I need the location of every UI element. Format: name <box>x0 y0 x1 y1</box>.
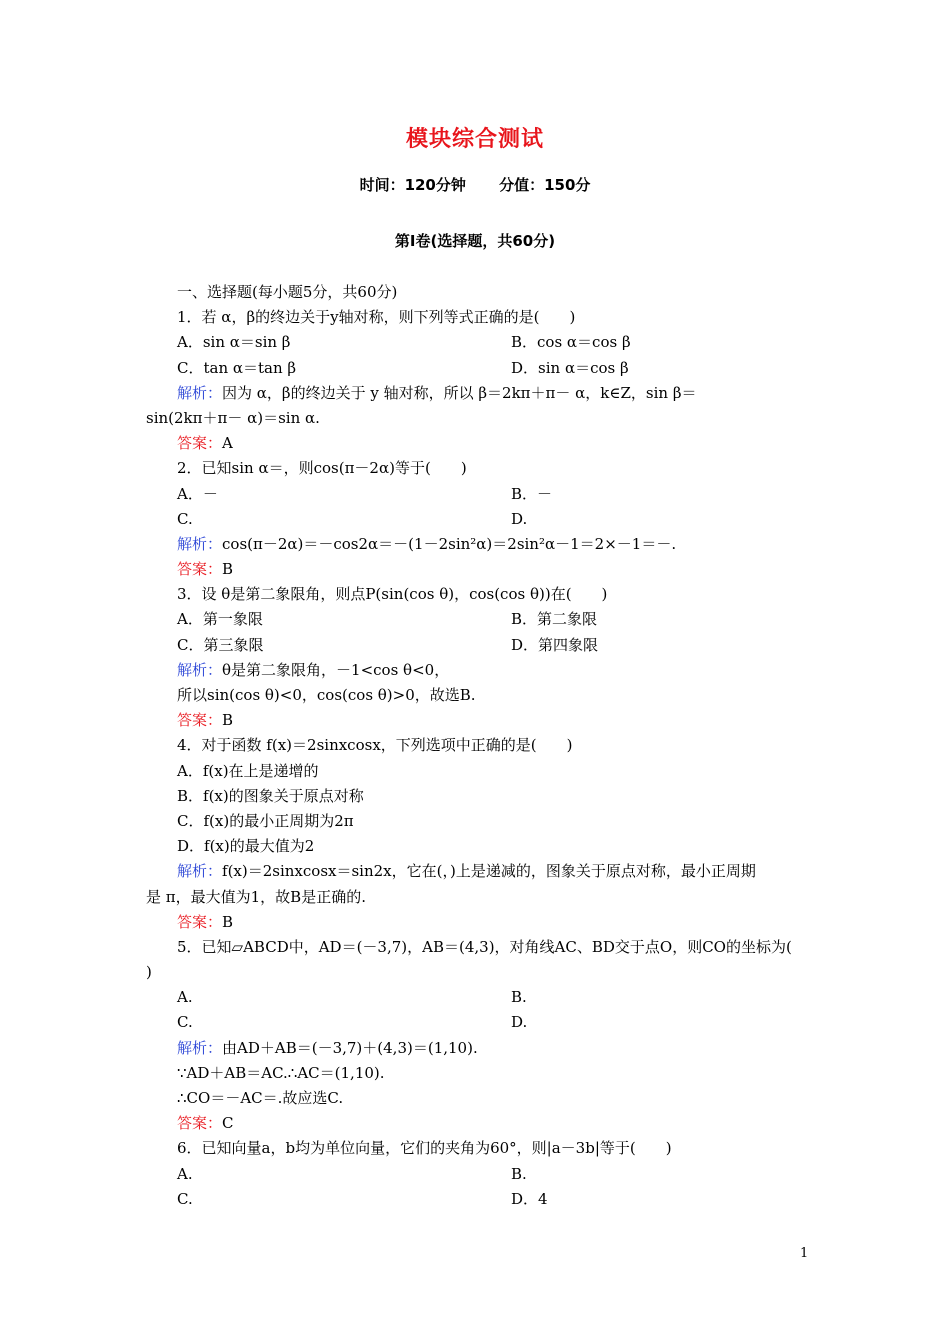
exam-score: 分值：150分 <box>499 176 591 194</box>
line-text: B <box>222 912 234 931</box>
option-left: C．第三象限 <box>177 635 264 654</box>
line-text: 3．设 θ是第二象限角，则点P(sin(cos θ)，cos(cos θ))在( ) <box>177 585 608 604</box>
text-line <box>146 784 810 809</box>
answer-label: 答案： <box>177 1114 223 1133</box>
line-text: 5．已知▱ABCD中，AD＝(－3,7)，AB＝(4,3)，对角线AC、BD交于点O，则CO的坐标为( <box>177 937 792 956</box>
text-line <box>146 683 810 708</box>
line-text: B．f(x)的图象关于原点对称 <box>177 786 364 805</box>
option-right: B．－ <box>511 484 553 503</box>
option-row <box>146 482 810 507</box>
line-text: 2．已知sin α＝，则cos(π－2α)等于( ) <box>177 459 467 478</box>
line-text: sin(2kπ＋π－ α)＝sin α. <box>146 408 320 427</box>
section-heading: 第Ⅰ卷(选择题，共60分) <box>394 232 556 250</box>
option-left: C．tan α＝tan β <box>177 358 297 377</box>
option-row <box>146 330 810 355</box>
option-right: B. <box>511 988 527 1007</box>
text-line <box>146 532 810 557</box>
option-row <box>146 985 810 1010</box>
line-text: B <box>222 560 234 579</box>
answer-label: 答案： <box>177 912 223 931</box>
option-right: D. <box>511 1013 528 1032</box>
option-left: C. <box>177 509 193 528</box>
text-line <box>146 960 810 985</box>
line-text: B <box>222 711 234 730</box>
line-text: C <box>222 1114 234 1133</box>
option-left: C. <box>177 1013 193 1032</box>
option-row <box>146 633 810 658</box>
option-row <box>146 1187 810 1212</box>
text-line <box>146 1111 810 1136</box>
line-text: 一、选择题(每小题5分，共60分) <box>177 283 398 301</box>
line-text: 因为 α，β的终边关于 y 轴对称，所以 β＝2kπ＋π－ α，k∈Z，sin β＝ <box>222 383 697 402</box>
analysis-label: 解析： <box>177 534 223 553</box>
line-text: 4．对于函数 f(x)＝2sinxcosx，下列选项中正确的是( ) <box>177 736 573 755</box>
text-line <box>146 456 810 481</box>
option-right: B. <box>511 1164 527 1183</box>
question-body <box>146 280 810 1212</box>
text-line <box>146 885 810 910</box>
option-row <box>146 1010 810 1035</box>
text-line <box>146 834 810 859</box>
answer-label: 答案： <box>177 560 223 579</box>
option-right: B．cos α＝cos β <box>511 333 631 352</box>
line-text: A <box>222 434 233 453</box>
text-line <box>146 1086 810 1111</box>
text-line <box>146 1036 810 1061</box>
line-text: 是 π，最大值为1，故B是正确的. <box>146 887 366 906</box>
text-line <box>146 935 810 960</box>
line-text: 1．若 α，β的终边关于y轴对称，则下列等式正确的是( ) <box>177 308 576 327</box>
text-line <box>146 582 810 607</box>
text-line <box>146 1136 810 1161</box>
text-line <box>146 406 810 431</box>
option-right: D. <box>511 509 528 528</box>
text-line <box>146 1061 810 1086</box>
text-line <box>146 658 810 683</box>
line-text: ∵AD＋AB＝AC.∴AC＝(1,10). <box>177 1063 385 1082</box>
text-line <box>146 759 810 784</box>
line-text: cos(π－2α)＝－cos2α＝－(1－2sin²α)＝2sin²α－1＝2×－1＝－. <box>222 534 677 553</box>
option-row <box>146 507 810 532</box>
line-text: C．f(x)的最小正周期为2π <box>177 811 354 830</box>
line-text: A．f(x)在上是递增的 <box>177 761 319 780</box>
option-left: C. <box>177 1189 193 1208</box>
line-text: f(x)＝2sinxcosx＝sin2x，它在(，)上是递减的，图象关于原点对称，最小正周期 <box>222 862 756 881</box>
line-text: ) <box>146 963 152 982</box>
exam-meta <box>0 174 950 195</box>
text-line <box>146 305 810 330</box>
option-left: A．－ <box>177 484 218 503</box>
option-right: B．第二象限 <box>511 610 598 629</box>
page-title: 模块综合测试 <box>405 127 544 152</box>
line-text: θ是第二象限角，－1<cos θ<0， <box>222 660 450 679</box>
option-right: D．4 <box>511 1189 548 1208</box>
option-right: D．sin α＝cos β <box>511 358 629 377</box>
line-text: ∴CO＝－AC＝.故应选C. <box>177 1089 344 1107</box>
exam-time: 时间：120分钟 <box>359 176 466 194</box>
option-left: A．第一象限 <box>177 610 263 629</box>
text-line <box>146 557 810 582</box>
analysis-label: 解析： <box>177 1038 223 1057</box>
option-left: A. <box>177 1164 193 1183</box>
text-line <box>146 381 810 406</box>
option-row <box>146 607 810 632</box>
text-line <box>146 809 810 834</box>
text-line <box>146 733 810 758</box>
line-text: 6．已知向量a，b均为单位向量，它们的夹角为60°，则|a－3b|等于( ) <box>177 1139 672 1158</box>
option-right: D．第四象限 <box>511 635 599 654</box>
option-left: A．sin α＝sin β <box>177 333 291 352</box>
line-text: 所以sin(cos θ)<0，cos(cos θ)>0，故选B. <box>177 686 476 704</box>
option-row <box>146 1162 810 1187</box>
analysis-label: 解析： <box>177 660 223 679</box>
option-left: A. <box>177 988 193 1007</box>
answer-label: 答案： <box>177 434 223 453</box>
text-line <box>146 708 810 733</box>
option-row <box>146 356 810 381</box>
text-line <box>146 910 810 935</box>
analysis-label: 解析： <box>177 383 223 402</box>
text-line <box>146 859 810 884</box>
answer-label: 答案： <box>177 711 223 730</box>
page-number: 1 <box>800 1246 809 1261</box>
line-text: D．f(x)的最大值为2 <box>177 837 315 856</box>
text-line <box>146 431 810 456</box>
analysis-label: 解析： <box>177 862 223 881</box>
text-line <box>146 280 810 305</box>
line-text: 由AD＋AB＝(－3,7)＋(4,3)＝(1,10). <box>222 1038 478 1057</box>
